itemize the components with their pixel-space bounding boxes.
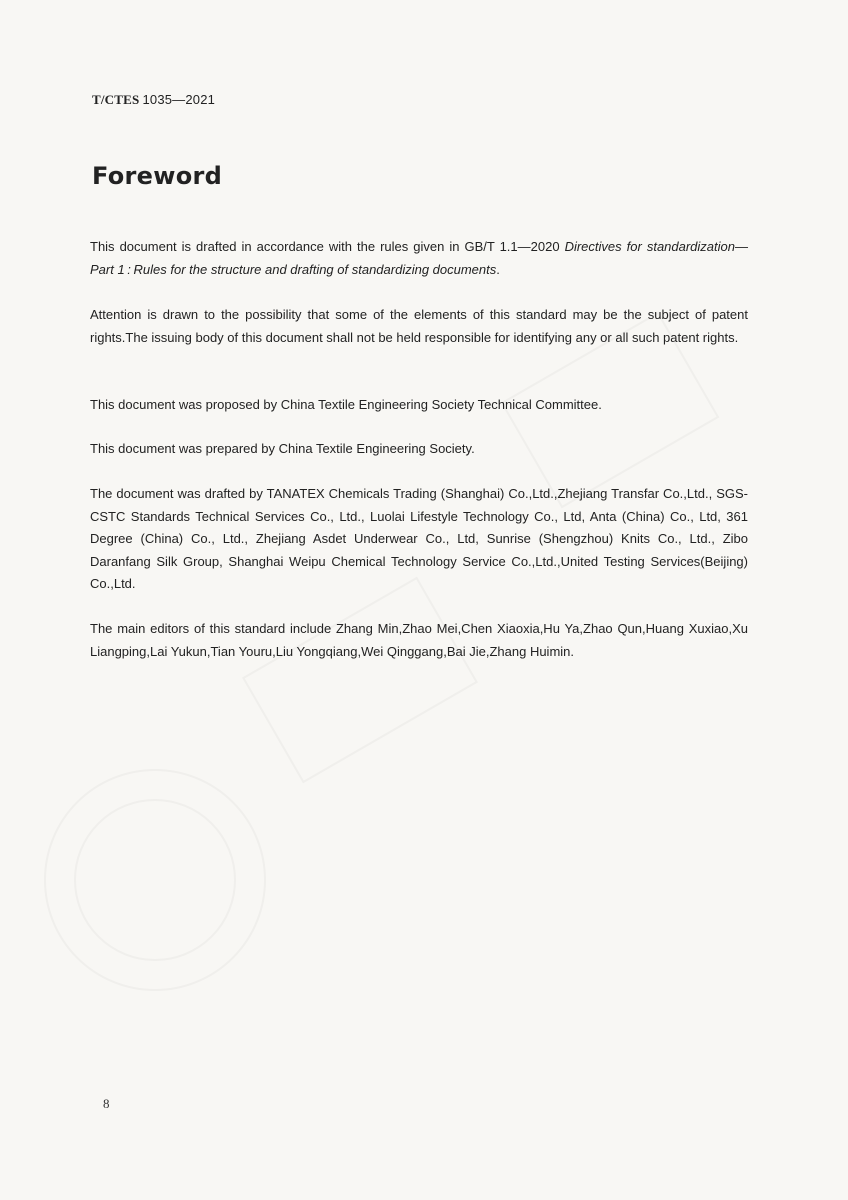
standard-series: T/CTES xyxy=(92,92,140,107)
paragraph-proposed-by: This document was proposed by China Textile Engineering Society Technical Committee. xyxy=(90,397,602,412)
referenced-document-title: Directives for standardization—Part 1 : Rules for the structure and drafting of standardizing documents xyxy=(90,239,748,277)
page-number: 8 xyxy=(103,1096,110,1111)
paragraph-prepared-by: This document was prepared by China Textile Engineering Society. xyxy=(90,441,475,456)
paragraph-text-end: . xyxy=(496,261,500,277)
standard-number: 1035—2021 xyxy=(142,92,216,107)
paragraph-text: This document is drafted in accordance with the rules given in GB/T 1.1—2020 xyxy=(90,239,565,254)
paragraph-drafted-by: The document was drafted by TANATEX Chemicals Trading (Shanghai) Co.,Ltd.,Zhejiang Transfar Co.,Ltd., SGS-CSTC Standards Technical Services Co., Ltd., Luolai Lifestyle Technology Co., Ltd, Anta (China) Co., Ltd, 361 Degree (China) Co., Ltd., Zhejiang Asdet Underwear Co., Ltd, Sunrise (Shengzhou) Knits Co., Ltd., Zibo Daranfang Silk Group, Shanghai Weipu Chemical Technology Service Co.,Ltd.,United Testing Services(Beijing) Co.,Ltd. xyxy=(90,486,748,591)
page-title: Foreword xyxy=(92,162,223,190)
paragraph-main-editors: The main editors of this standard include Zhang Min,Zhao Mei,Chen Xiaoxia,Hu Ya,Zhao Qun,Huang Xuxiao,Xu Liangping,Lai Yukun,Tian Youru,Liu Yongqiang,Wei Qinggang,Bai Jie,Zhang Huimin. xyxy=(90,621,748,659)
paragraph-patent-notice: Attention is drawn to the possibility that some of the elements of this standard may be the subject of patent rights.The issuing body of this document shall not be held responsible for identifying any or all such patent rights. xyxy=(90,307,748,345)
paragraph-drafting-rules xyxy=(90,236,748,281)
document-code xyxy=(92,92,215,108)
